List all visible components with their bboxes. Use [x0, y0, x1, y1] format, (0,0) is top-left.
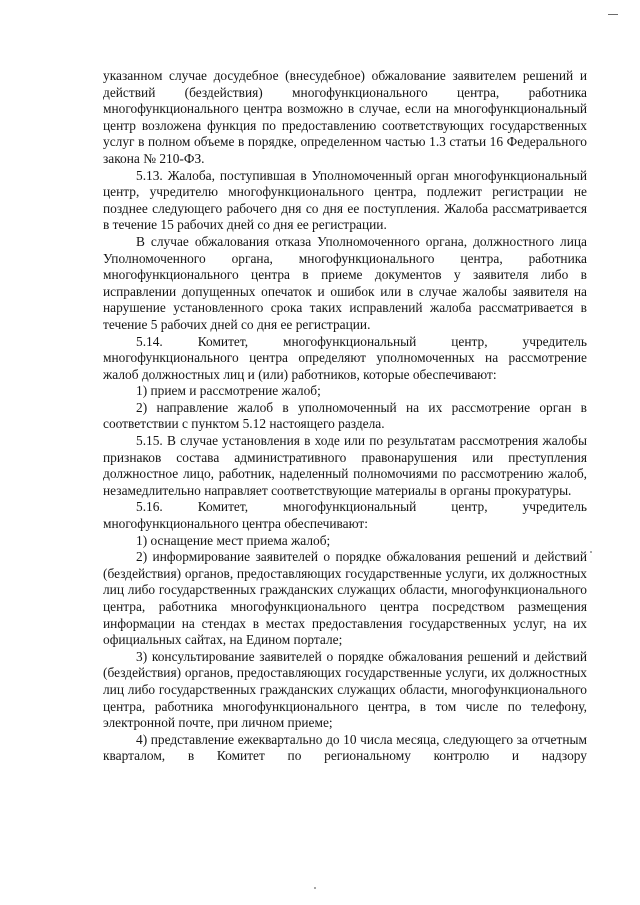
list-item-5-16-3: 3) консультирование заявителей о порядке обжалования решений и действий (бездействия) органов, предоставляющих государственные услуги, их должностных лиц либо государственных гражданских служащих области, многофункционального центра, работника многофункционального центра, в том числе по телефону, электронной почте, при личном приеме;: [103, 648, 587, 731]
paragraph-continuation: указанном случае досудебное (внесудебное) обжалование заявителем решений и действий (бездействия) многофункционального центра, работника многофункционального центра возможно в случае, если на многофункциональный центр возложена функция по предоставлению соответствующих государственных услуг в полном объеме в порядке, определенном частью 1.3 статьи 16 Федерального закона № 210-ФЗ.: [103, 68, 587, 166]
list-item-5-14-2: 2) направление жалоб в уполномоченный на их рассмотрение орган в соответствии с пунктом 5.12 настоящего раздела.: [103, 399, 587, 432]
list-item-5-16-1: 1) оснащение мест приема жалоб;: [136, 532, 331, 548]
paragraph-5-14: 5.14. Комитет, многофункциональный центр, учредитель многофункционального центра определяют уполномоченных на рассмотрение жалоб должностных лиц и (или) работников, которые обеспечивают:: [103, 333, 587, 382]
list-item-5-16-4: 4) представление ежеквартально до 10 числа месяца, следующего за отчетным кварталом, в Комитет по региональному контролю и надзору: [103, 731, 587, 764]
list-item-5-14-1: 1) прием и рассмотрение жалоб;: [136, 383, 321, 399]
scan-speck: [314, 887, 316, 889]
scan-speck: [590, 551, 592, 553]
paragraph-5-16: 5.16. Комитет, многофункциональный центр, учредитель многофункционального центра обеспечивают:: [103, 499, 587, 532]
paragraph-5-13: 5.13. Жалоба, поступившая в Уполномоченный орган многофункциональный центр, учредителю многофункционального центра, подлежит регистрации не позднее следующего рабочего дня со дня ее поступления. Жалоба рассматривается в течение 15 рабочих дней со дня ее регистрации.: [103, 167, 587, 233]
paragraph-5-15: 5.15. В случае установления в ходе или по результатам рассмотрения жалобы признаков состава административного правонарушения или преступления должностное лицо, работник, наделенный полномочиями по рассмотрению жалоб, незамедлительно направляет соответствующие материалы в органы прокуратуры.: [103, 433, 587, 498]
document-body: [103, 68, 587, 765]
paragraph-refusal-appeal: В случае обжалования отказа Уполномоченного органа, должностного лица Уполномоченного органа, многофункционального центра, работника многофункционального центра в приеме документов у заявителя либо в исправлении допущенных опечаток и ошибок или в случае жалобы заявителя на нарушение установленного срока таких исправлений жалоба рассматривается в течение 5 рабочих дней со дня ее регистрации.: [103, 233, 587, 332]
scan-corner-mark: [608, 14, 618, 15]
list-item-5-16-2: 2) информирование заявителей о порядке обжалования решений и действий (бездействия) органов, предоставляющих государственные услуги, их должностных лиц либо государственных гражданских служащих области, многофункционального центра, работника многофункционального центра посредством размещения информации на стендах в местах предоставления государственных услуг, на их официальных сайтах, на Едином портале;: [103, 549, 587, 648]
